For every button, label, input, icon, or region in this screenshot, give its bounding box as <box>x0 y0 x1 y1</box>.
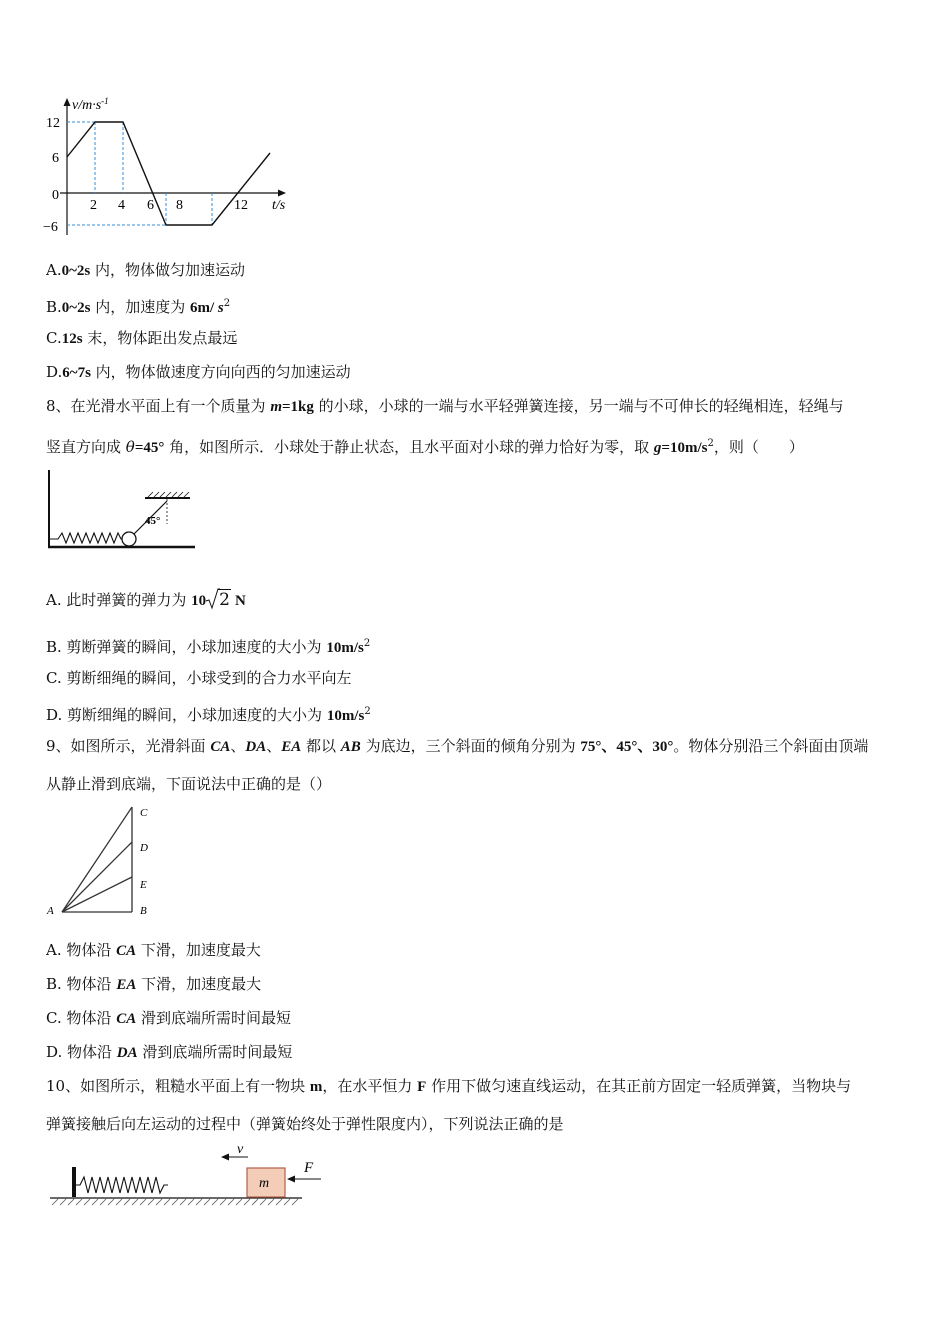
q9-option-b[interactable]: B. 物体沿 EA 下滑，加速度最大 <box>46 975 262 993</box>
y-tick-neg6: −6 <box>43 220 58 235</box>
q9-stem-line1: 9、如图所示，光滑斜面 CA、DA、EA 都以 AB 为底边，三个斜面的倾角分别为 75°、45°、30°。物体分别沿三个斜面由顶端 <box>46 737 869 755</box>
q8-stem-line2: 竖直方向成 θ=45° 角，如图所示．小球处于静止状态，且水平面对小球的弹力恰好为零，取 $g=10m/s^2$，则（ ） <box>46 438 804 456</box>
x-tick-2: 2 <box>90 198 97 213</box>
block-label: m <box>259 1176 270 1191</box>
wall <box>72 1167 76 1197</box>
block-spring-figure <box>40 1140 340 1215</box>
force-arrowhead <box>287 1176 295 1183</box>
incline-ea <box>62 877 132 912</box>
q7-option-a[interactable]: A.0~2s 内，物体做匀加速运动 <box>46 261 246 279</box>
q8-stem-line1: 8、在光滑水平面上有一个质量为 m=1kg 的小球，小球的一端与水平轻弹簧连接，另一端与不可伸长的轻绳相连，轻绳与 <box>46 397 844 415</box>
y-tick-0: 0 <box>52 188 59 203</box>
q7-option-b[interactable]: B.0~2s 内，加速度为 6m/ $s^2$ <box>46 298 231 316</box>
y-tick-6: 6 <box>52 151 59 166</box>
q9-option-c[interactable]: C. 物体沿 CA 滑到底端所需时间最短 <box>46 1009 292 1027</box>
x-tick-12: 12 <box>234 198 248 213</box>
q9-stem-line2: 从静止滑到底端，下面说法中正确的是（） <box>46 775 332 793</box>
q8-option-d[interactable]: D. 剪断细绳的瞬间，小球加速度的大小为 $10m/s^2$ <box>46 706 371 724</box>
y-axis-arrow <box>64 98 71 106</box>
x-axis-arrow <box>278 190 286 197</box>
spring-ball-figure <box>40 462 200 557</box>
label-c: C <box>140 807 148 819</box>
q8-option-a[interactable]: A. 此时弹簧的弹力为 10 2 N <box>46 586 246 614</box>
q9-option-a[interactable]: A. 物体沿 CA 下滑，加速度最大 <box>46 941 261 959</box>
y-tick-12: 12 <box>46 116 60 131</box>
x-tick-6: 6 <box>147 198 154 213</box>
x-axis-label: t/s <box>272 198 286 213</box>
spring <box>50 533 122 543</box>
q10-stem-line2: 弹簧接触后向左运动的过程中（弹簧始终处于弹性限度内），下列说法正确的是 <box>46 1115 564 1133</box>
label-a: A <box>47 905 54 917</box>
x-tick-4: 4 <box>118 198 125 213</box>
sqrt-sign: 2 <box>206 586 231 614</box>
label-d: D <box>140 842 148 854</box>
angle-label: 45° <box>145 515 161 527</box>
velocity-label: v <box>237 1142 244 1157</box>
q8-option-c[interactable]: C. 剪断细绳的瞬间，小球受到的合力水平向左 <box>46 669 352 687</box>
q10-stem-line1: 10、如图所示，粗糙水平面上有一物块 m，在水平恒力 F 作用下做匀速直线运动，在其正前方固定一轻质弹簧，当物块与 <box>46 1077 852 1095</box>
x-tick-8: 8 <box>176 198 183 213</box>
q7-option-d[interactable]: D.6~7s 内，物体做速度方向向西的匀加速运动 <box>46 363 351 381</box>
label-b: B <box>140 905 147 917</box>
ball <box>122 532 136 546</box>
velocity-time-graph <box>40 95 300 245</box>
inclines-figure <box>40 800 170 922</box>
q9-option-d[interactable]: D. 物体沿 DA 滑到底端所需时间最短 <box>46 1043 293 1061</box>
y-axis-label: $v/m\cdot s^{-1}$ <box>72 96 109 113</box>
q8-option-b[interactable]: B. 剪断弹簧的瞬间，小球加速度的大小为 $10m/s^2$ <box>46 638 371 656</box>
spring <box>76 1177 168 1193</box>
incline-ca <box>62 807 132 912</box>
label-e: E <box>140 879 147 891</box>
force-label: F <box>304 1160 314 1176</box>
incline-da <box>62 842 132 912</box>
q7-option-c[interactable]: C.12s 末，物体距出发点最远 <box>46 329 238 347</box>
velocity-arrowhead <box>221 1154 229 1161</box>
